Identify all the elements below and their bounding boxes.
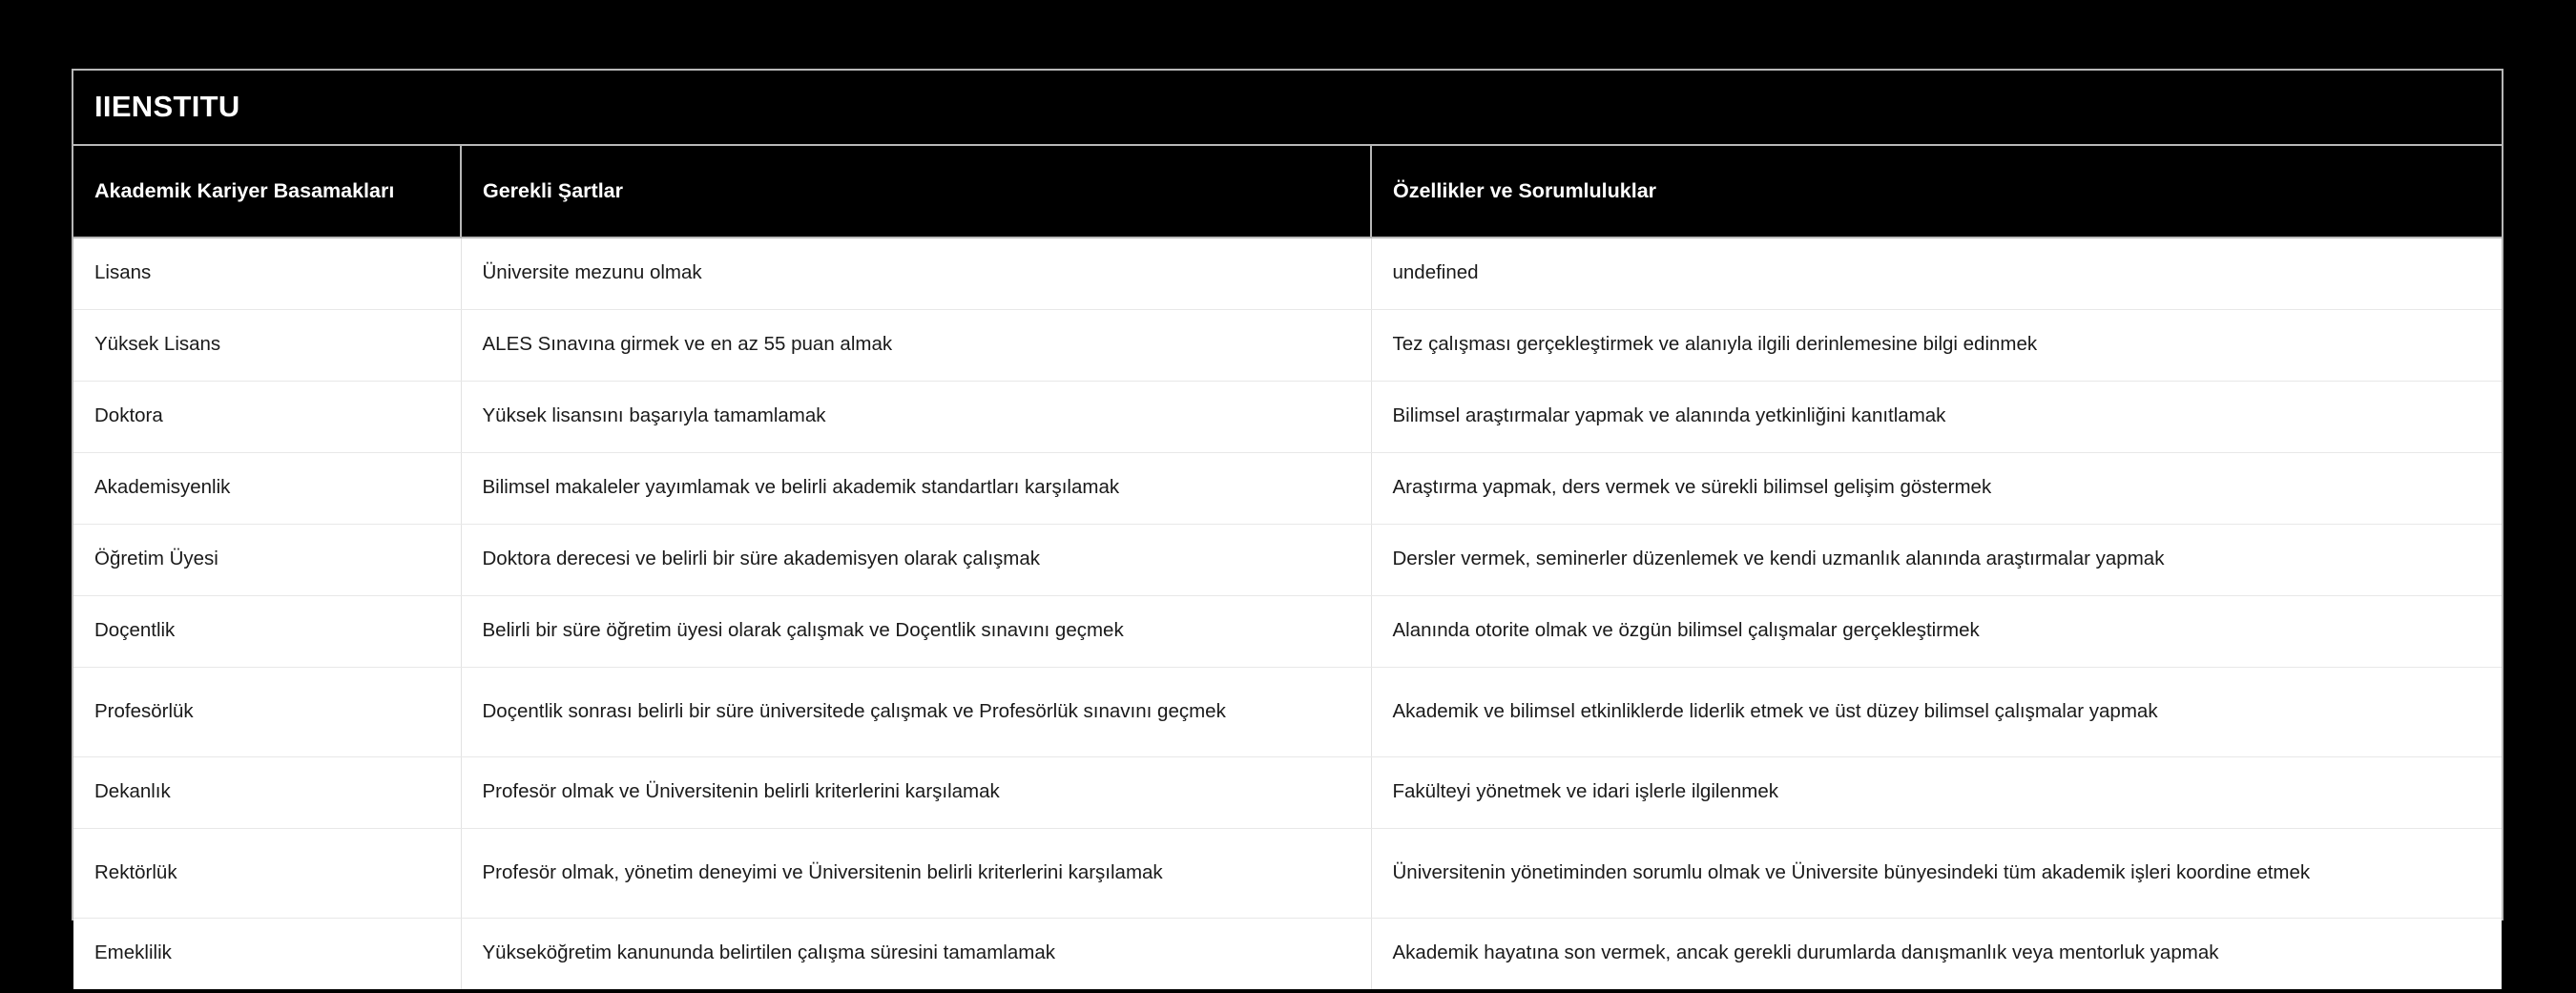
cell-stage: Lisans (73, 238, 461, 309)
cell-requirements: Üniversite mezunu olmak (461, 238, 1371, 309)
cell-stage: Yüksek Lisans (73, 309, 461, 381)
table-row (73, 595, 2502, 667)
header-row (73, 146, 2502, 238)
cell-requirements: Bilimsel makaleler yayımlamak ve belirli akademik standartları karşılamak (461, 452, 1371, 524)
column-header-requirements: Gerekli Şartlar (461, 146, 1371, 238)
table-row (73, 524, 2502, 595)
career-table-frame (72, 69, 2503, 964)
cell-responsibilities: Akademik ve bilimsel etkinliklerde liderlik etmek ve üst düzey bilimsel çalışmalar yapmak (1371, 667, 2502, 756)
table-row (73, 452, 2502, 524)
cell-stage: Öğretim Üyesi (73, 524, 461, 595)
column-header-responsibilities: Özellikler ve Sorumluluklar (1371, 146, 2502, 238)
cell-stage: Doçentlik (73, 595, 461, 667)
cell-requirements: Belirli bir süre öğretim üyesi olarak çalışmak ve Doçentlik sınavını geçmek (461, 595, 1371, 667)
cell-requirements: Doktora derecesi ve belirli bir süre akademisyen olarak çalışmak (461, 524, 1371, 595)
cell-responsibilities: undefined (1371, 238, 2502, 309)
cell-requirements: Profesör olmak ve Üniversitenin belirli kriterlerini karşılamak (461, 756, 1371, 828)
cell-stage: Doktora (73, 381, 461, 452)
table-row (73, 309, 2502, 381)
cell-responsibilities: Fakülteyi yönetmek ve idari işlerle ilgilenmek (1371, 756, 2502, 828)
table-body (73, 238, 2502, 989)
cell-responsibilities: Araştırma yapmak, ders vermek ve sürekli bilimsel gelişim göstermek (1371, 452, 2502, 524)
table-row (73, 828, 2502, 918)
table-row (73, 238, 2502, 309)
cell-stage: Akademisyenlik (73, 452, 461, 524)
table-row (73, 667, 2502, 756)
cell-responsibilities: Dersler vermek, seminerler düzenlemek ve kendi uzmanlık alanında araştırmalar yapmak (1371, 524, 2502, 595)
title-band (73, 71, 2502, 146)
cell-requirements: ALES Sınavına girmek ve en az 55 puan almak (461, 309, 1371, 381)
cell-stage: Emeklilik (73, 918, 461, 989)
cell-stage: Rektörlük (73, 828, 461, 918)
column-header-stage: Akademik Kariyer Basamakları (73, 146, 461, 238)
table-header (73, 146, 2502, 238)
cell-requirements: Yüksek lisansını başarıyla tamamlamak (461, 381, 1371, 452)
cell-requirements: Doçentlik sonrası belirli bir süre üniversitede çalışmak ve Profesörlük sınavını geçmek (461, 667, 1371, 756)
cell-stage: Profesörlük (73, 667, 461, 756)
cell-responsibilities: Bilimsel araştırmalar yapmak ve alanında yetkinliğini kanıtlamak (1371, 381, 2502, 452)
cell-requirements: Yükseköğretim kanununda belirtilen çalışma süresini tamamlamak (461, 918, 1371, 989)
cell-stage: Dekanlık (73, 756, 461, 828)
cell-responsibilities: Alanında otorite olmak ve özgün bilimsel çalışmalar gerçekleştirmek (1371, 595, 2502, 667)
cell-responsibilities: Tez çalışması gerçekleştirmek ve alanıyla ilgili derinlemesine bilgi edinmek (1371, 309, 2502, 381)
table-row (73, 756, 2502, 828)
cell-responsibilities: Akademik hayatına son vermek, ancak gerekli durumlarda danışmanlık veya mentorluk yapmak (1371, 918, 2502, 989)
academic-career-table (73, 146, 2502, 989)
cell-responsibilities: Üniversitenin yönetiminden sorumlu olmak ve Üniversite bünyesindeki tüm akademik işleri koordine etmek (1371, 828, 2502, 918)
brand-title: IIENSTITU (94, 90, 240, 124)
cell-requirements: Profesör olmak, yönetim deneyimi ve Üniversitenin belirli kriterlerini karşılamak (461, 828, 1371, 918)
table-row (73, 381, 2502, 452)
table-row (73, 918, 2502, 989)
